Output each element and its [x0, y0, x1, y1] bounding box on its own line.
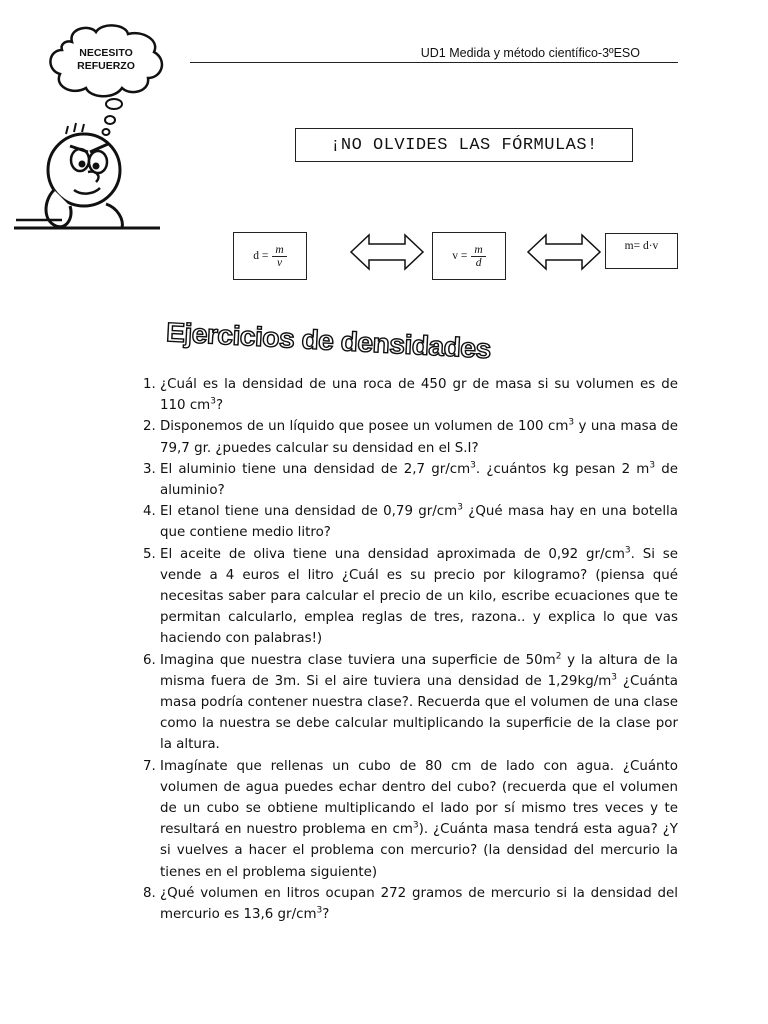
exercise-superscript: 3: [470, 460, 476, 471]
exercise-item: [160, 501, 678, 543]
exercise-text: ?: [322, 907, 330, 923]
header-divider: [190, 62, 678, 63]
bubble-text-line-1: NECESITO: [79, 47, 133, 59]
formula-reminder-box: ¡NO OLVIDES LAS FÓRMULAS!: [295, 128, 633, 162]
exercise-text: El aluminio tiene una densidad de 2,7 gr/cm: [160, 461, 471, 477]
mass-formula-box: [605, 233, 678, 269]
exercise-item: [160, 756, 678, 883]
exercise-text: El etanol tiene una densidad de 0,79 gr/cm: [160, 504, 458, 520]
exercise-text: ¿Cuál es la densidad de una roca de 450 gr de masa si su volumen es de 110 cm: [160, 377, 678, 414]
volume-denominator: d: [475, 256, 482, 269]
exercise-text: ¿Qué volumen en litros ocupan 272 gramos de mercurio si la densidad del mercurio es 13,6 gr/cm: [160, 885, 678, 923]
exercises-title: [160, 308, 510, 372]
density-formula-lhs: d =: [253, 250, 269, 262]
exercise-item: [160, 459, 678, 501]
double-arrow-icon: [349, 233, 425, 271]
thought-bubble: [50, 25, 162, 96]
density-formula-box: [233, 232, 307, 280]
exercise-superscript: 3: [611, 672, 617, 683]
volume-fraction: [471, 244, 485, 269]
exercise-text: El aceite de oliva tiene una densidad aproximada de 0,92 gr/cm: [160, 546, 625, 562]
exercise-text: Imagínate que rellenas un cubo de 80 cm de lado con agua. ¿Cuánto volumen de agua puedes echar dentro del cubo? (recuerda que el volumen de un cubo se obtiene multiplicando el lado por sí mismo tres veces y te resultará en nuestro problema en cm: [160, 758, 678, 838]
mass-formula: m= d·v: [624, 240, 659, 252]
character-head: [48, 123, 120, 206]
exercise-text: . Si se vende a 4 euros el litro ¿Cuál es su precio por kilogramo? (piensa qué necesitas saber para calcular el precio de un kilo, escribe ecuaciones que te permitan calcularlo, emplea reglas de tres, razona.. y explica lo que vas haciendo con palabras!): [160, 546, 678, 647]
exercise-superscript: 3: [210, 396, 216, 407]
exercise-text: y una masa de 79,7 gr. ¿puedes calcular su densidad en el S.I?: [160, 419, 678, 456]
exercise-superscript: 3: [316, 905, 323, 916]
density-denominator: v: [277, 256, 283, 269]
volume-formula-box: [432, 232, 506, 280]
exercise-item: [160, 650, 678, 756]
density-fraction: [272, 244, 286, 269]
exercise-superscript: 2: [555, 651, 562, 662]
bubble-text-line-2: REFUERZO: [77, 60, 135, 72]
volume-formula-lhs: v =: [452, 250, 468, 262]
exercise-text: Imagina que nuestra clase tuviera una superficie de 50m: [160, 652, 556, 668]
exercise-superscript: 3: [649, 460, 656, 471]
exercise-superscript: 3: [457, 502, 463, 513]
thinking-character-illustration: [10, 20, 180, 240]
exercise-superscript: 3: [568, 417, 575, 428]
exercise-text: Disponemos de un líquido que posee un volumen de 100 cm: [160, 419, 569, 435]
volume-numerator: m: [471, 244, 485, 257]
exercise-item: [160, 883, 678, 925]
density-numerator: m: [272, 244, 286, 257]
exercise-text: ). ¿Cuánta masa tendrá esta agua? ¿Y si vuelves a hacer el problema con mercurio? (la densidad del mercurio la tienes en el problema siguiente): [160, 822, 678, 880]
exercise-superscript: 3: [412, 820, 419, 831]
exercise-text: ¿Qué masa hay en una botella que contiene medio litro?: [160, 504, 678, 541]
exercise-text: y la altura de la misma fuera de 3m. Si el aire tuviera una densidad de 1,29kg/m: [160, 652, 678, 689]
document-header: UD1 Medida y método científico-3ºESO: [420, 46, 640, 60]
exercise-item: [160, 544, 678, 650]
exercise-text: de aluminio?: [160, 461, 678, 499]
exercise-list: [130, 374, 678, 925]
exercise-item: [160, 416, 678, 458]
exercise-superscript: 3: [624, 545, 631, 556]
exercise-text: ¿Cuánta masa podría contener nuestra clase?. Recuerda que el volumen de una clase como la nuestra se debe calcular multiplicando la superficie de la clase por la altura.: [160, 673, 679, 753]
exercise-text: . ¿cuántos kg pesan 2 m: [475, 461, 650, 477]
exercise-item: [160, 374, 678, 416]
double-arrow-icon: [526, 233, 602, 271]
exercise-text: ?: [215, 398, 224, 414]
exercises-title-text: Ejercicios de densidades: [165, 317, 478, 364]
